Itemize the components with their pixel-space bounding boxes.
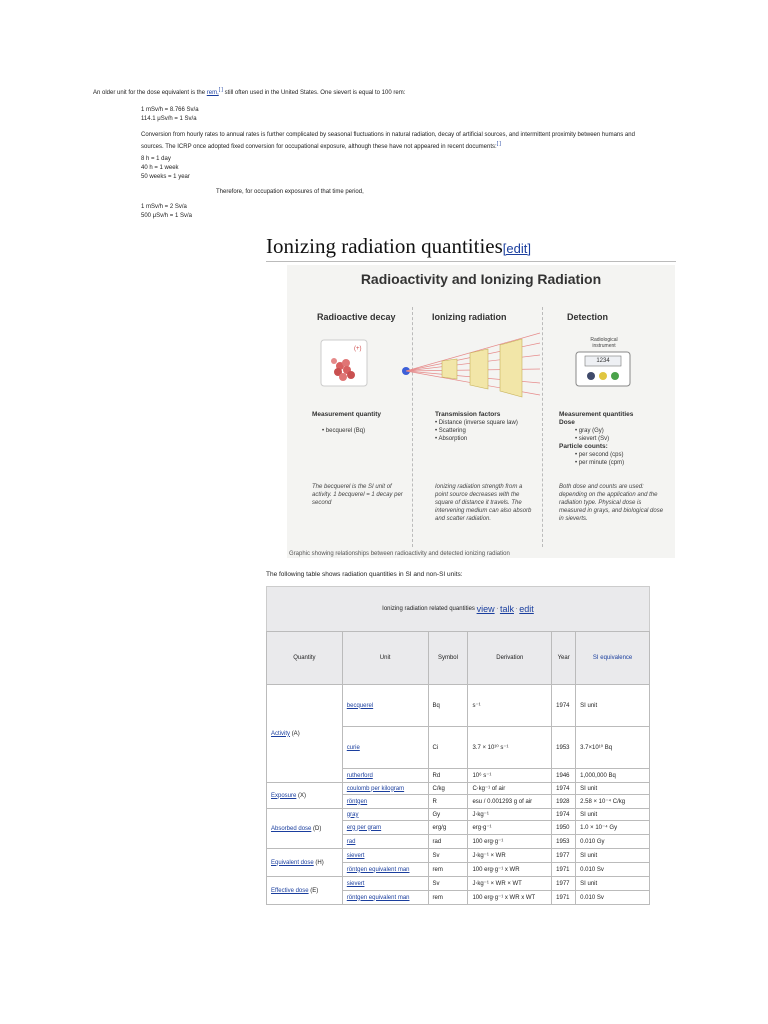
transmission-item: • Absorption bbox=[435, 436, 468, 442]
quantity-link[interactable]: Absorbed dose bbox=[271, 825, 312, 832]
table-title: Ionizing radiation related quantities bbox=[382, 606, 475, 612]
derivation-cell bbox=[468, 863, 552, 877]
header-symbol: Symbol bbox=[428, 632, 468, 685]
column-divider bbox=[542, 307, 543, 547]
year-cell bbox=[552, 863, 576, 877]
derivation-cell-text: esu / 0.001293 g of air bbox=[472, 798, 533, 805]
table-edit-link[interactable]: edit bbox=[519, 604, 534, 614]
derivation-cell bbox=[468, 877, 552, 891]
symbol-cell-text: rem bbox=[432, 894, 443, 901]
radiation-quantities-table bbox=[266, 586, 650, 905]
conversion-line: 8 h = 1 day bbox=[141, 156, 171, 162]
year-cell bbox=[552, 685, 576, 727]
symbol-cell-text: rad bbox=[432, 838, 442, 845]
year-cell-text: 1971 bbox=[556, 866, 570, 873]
derivation-cell-text: J⋅kg⁻¹ × WR bbox=[472, 853, 506, 859]
detection-note: Both dose and counts are used: depending on the application and the radiation type. Physical dose is measured in grays, and biological dose in sieverts. bbox=[559, 484, 664, 522]
symbol-cell bbox=[428, 863, 468, 877]
header-derivation: Derivation bbox=[468, 632, 552, 685]
decay-quantity-item: • becquerel (Bq) bbox=[322, 428, 366, 434]
derivation-cell-text: 10⁶ s⁻¹ bbox=[472, 773, 492, 779]
derivation-cell bbox=[468, 809, 552, 821]
quantities-table bbox=[266, 631, 650, 905]
si-equivalence-cell bbox=[576, 877, 650, 891]
symbol-cell bbox=[428, 769, 468, 783]
symbol-cell-text: Bq bbox=[432, 702, 440, 709]
conversion-line: 50 weeks = 1 year bbox=[141, 174, 190, 180]
quantity-cell bbox=[267, 783, 343, 809]
conversion-line: 114.1 μSv/h = 1 Sv/a bbox=[141, 116, 197, 122]
symbol-cell-text: R bbox=[432, 798, 437, 805]
year-cell-text: 1953 bbox=[556, 838, 570, 845]
symbol-cell bbox=[428, 835, 468, 849]
year-cell-text: 1946 bbox=[556, 772, 570, 779]
year-cell bbox=[552, 877, 576, 891]
table-talk-link[interactable]: talk bbox=[499, 604, 514, 614]
year-cell-text: 1928 bbox=[556, 798, 570, 805]
si-equivalence-cell-text: 2.58 × 10⁻⁴ C/kg bbox=[580, 799, 626, 805]
year-cell-text: 1950 bbox=[556, 824, 570, 831]
quantity-link[interactable]: Equivalent dose bbox=[271, 859, 314, 866]
si-equivalence-cell bbox=[576, 769, 650, 783]
year-cell-text: 1974 bbox=[556, 811, 570, 818]
year-cell-text: 1974 bbox=[556, 702, 570, 709]
si-equivalence-cell-text: SI unit bbox=[580, 852, 598, 859]
derivation-cell-text: 100 erg⋅g⁻¹ x WR bbox=[472, 867, 520, 873]
symbol-cell-text: erg/g bbox=[432, 824, 447, 831]
symbol-cell-text: rem bbox=[432, 866, 443, 873]
si-equivalence-cell bbox=[576, 849, 650, 863]
table-body bbox=[267, 685, 650, 905]
symbol-cell-text: Sv bbox=[432, 852, 440, 859]
unit-cell[interactable] bbox=[342, 727, 428, 769]
quantity-cell bbox=[267, 809, 343, 849]
quantity-cell bbox=[267, 685, 343, 783]
unit-cell-text[interactable]: sievert bbox=[346, 852, 365, 859]
transmission-factors bbox=[435, 411, 535, 443]
derivation-cell bbox=[468, 769, 552, 783]
si-equivalence-cell-text: SI unit bbox=[580, 702, 598, 709]
year-cell bbox=[552, 783, 576, 795]
derivation-cell bbox=[468, 821, 552, 835]
si-equivalence-cell-text: SI unit bbox=[580, 880, 598, 887]
conversion-line: 1 mSv/h = 8.766 Sv/a bbox=[141, 107, 199, 113]
quantity-symbol: (E) bbox=[310, 887, 319, 894]
table-title-bar: Ionizing radiation related quantities view · talk · edit bbox=[266, 586, 650, 631]
transmission-item: • Scattering bbox=[435, 428, 466, 434]
quantity-cell bbox=[267, 877, 343, 905]
year-cell bbox=[552, 835, 576, 849]
year-cell bbox=[552, 821, 576, 835]
header-year: Year bbox=[552, 632, 576, 685]
decay-quantity-heading: Measurement quantity bbox=[312, 411, 381, 418]
conversion-paragraph-text: Conversion from hourly rates to annual rates is further complicated by seasonal fluctuations in natural radiation, decay of artificial sources, and intermittent proximity between humans and sources. The ICRP once adopted fixed conversion for occupational exposure, although these have not appeared in recent documents: bbox=[141, 132, 635, 150]
unit-cell-text[interactable]: röntgen equivalent man bbox=[346, 894, 410, 901]
symbol-cell-text: C/kg bbox=[432, 785, 445, 792]
section-title: Ionizing radiation quantities bbox=[266, 234, 503, 258]
derivation-cell bbox=[468, 727, 552, 769]
dose-label: Dose bbox=[559, 419, 575, 426]
derivation-cell-text: 3.7 × 10¹⁰ s⁻¹ bbox=[472, 745, 509, 751]
conversion-paragraph bbox=[141, 131, 641, 152]
unit-cell-text[interactable]: röntgen equivalent man bbox=[346, 866, 410, 873]
transmission-heading: Transmission factors bbox=[435, 411, 501, 418]
si-equivalence-cell bbox=[576, 685, 650, 727]
si-equivalence-cell-text: 0.010 Gy bbox=[580, 838, 605, 845]
symbol-cell bbox=[428, 891, 468, 905]
quantity-link[interactable]: Effective dose bbox=[271, 887, 309, 894]
year-cell bbox=[552, 891, 576, 905]
table-view-link[interactable]: view bbox=[476, 604, 495, 614]
unit-cell-text[interactable]: rad bbox=[346, 838, 356, 845]
symbol-cell bbox=[428, 685, 468, 727]
symbol-cell bbox=[428, 795, 468, 809]
si-equivalence-cell-text: 1.0 × 10⁻⁴ Gy bbox=[580, 825, 618, 831]
si-equivalence-cell-text: SI unit bbox=[580, 785, 598, 792]
si-equivalence-cell-text: 3.7×10¹⁰ Bq bbox=[580, 745, 613, 751]
si-equivalence-cell bbox=[576, 783, 650, 795]
unit-cell-text[interactable]: gray bbox=[346, 811, 359, 818]
derivation-cell bbox=[468, 849, 552, 863]
unit-cell-text[interactable]: curie bbox=[346, 744, 360, 751]
year-cell bbox=[552, 727, 576, 769]
year-cell-text: 1974 bbox=[556, 785, 570, 792]
particle-label: Particle counts: bbox=[559, 443, 608, 450]
quantity-link[interactable]: Activity bbox=[271, 730, 291, 737]
derivation-cell-text: J⋅kg⁻¹ bbox=[472, 812, 489, 818]
instrument-label: Radiological instrument bbox=[590, 337, 618, 349]
table-row bbox=[267, 783, 650, 795]
unit-cell-text[interactable]: erg per gram bbox=[346, 824, 382, 831]
conversion-line: 1 mSv/h = 2 Sv/a bbox=[141, 204, 187, 210]
radiation-beam-illustration bbox=[402, 331, 542, 401]
year-cell bbox=[552, 769, 576, 783]
unit-cell[interactable] bbox=[342, 783, 428, 795]
therefore-text: Therefore, for occupation exposures of that time period, bbox=[216, 189, 364, 195]
conversion-line: 40 h = 1 week bbox=[141, 165, 179, 171]
rem-link[interactable]: rem, bbox=[206, 90, 219, 96]
year-cell-text: 1977 bbox=[556, 852, 570, 859]
si-equivalence-cell bbox=[576, 795, 650, 809]
table-row bbox=[267, 809, 650, 821]
transmission-item: • Distance (inverse square law) bbox=[435, 420, 518, 426]
unit-cell[interactable] bbox=[342, 809, 428, 821]
column-heading-radiation: Ionizing radiation bbox=[432, 312, 507, 322]
column-heading-decay: Radioactive decay bbox=[317, 312, 396, 322]
unit-cell[interactable] bbox=[342, 769, 428, 783]
symbol-cell-text: Ci bbox=[432, 744, 439, 751]
header-unit: Unit bbox=[342, 632, 428, 685]
section-edit-link[interactable]: [edit] bbox=[502, 241, 531, 256]
figure-caption: Graphic showing relationships between radioactivity and detected ionizing radiation bbox=[289, 551, 510, 557]
si-equivalence-cell bbox=[576, 891, 650, 905]
symbol-cell-text: Rd bbox=[432, 772, 441, 779]
derivation-cell-text: 100 erg⋅g⁻¹ bbox=[472, 839, 504, 845]
particle-item: • per second (cps) bbox=[575, 452, 624, 458]
si-equivalence-cell bbox=[576, 863, 650, 877]
derivation-cell bbox=[468, 783, 552, 795]
quantity-symbol: (H) bbox=[315, 859, 324, 866]
year-cell bbox=[552, 795, 576, 809]
detection-heading: Measurement quantities bbox=[559, 411, 634, 418]
si-equivalence-cell bbox=[576, 727, 650, 769]
unit-cell[interactable] bbox=[342, 863, 428, 877]
derivation-cell bbox=[468, 685, 552, 727]
transmission-note: Ionizing radiation strength from a point source decreases with the square of distance it travels. The intervening medium can also absorb and scatter radiation. bbox=[435, 484, 532, 522]
derivation-cell-text: 100 erg⋅g⁻¹ x WR x WT bbox=[472, 895, 536, 901]
derivation-cell-text: erg⋅g⁻¹ bbox=[472, 825, 492, 831]
unit-cell[interactable] bbox=[342, 877, 428, 891]
si-equivalence-cell bbox=[576, 809, 650, 821]
symbol-cell bbox=[428, 849, 468, 863]
detection-quantities bbox=[559, 411, 669, 467]
instrument-display: 1234 bbox=[596, 358, 610, 364]
quantity-link[interactable]: Exposure bbox=[271, 792, 297, 799]
year-cell-text: 1953 bbox=[556, 744, 570, 751]
unit-cell[interactable] bbox=[342, 821, 428, 835]
conversion-list-2 bbox=[141, 155, 190, 182]
unit-cell-text[interactable]: becquerel bbox=[346, 702, 374, 709]
intro-text-after: still often used in the United States. One sievert is equal to 100 rem: bbox=[222, 90, 406, 96]
si-equivalence-cell-text: 0.010 Sv bbox=[580, 894, 604, 901]
unit-cell[interactable] bbox=[342, 795, 428, 809]
particle-item: • per minute (cpm) bbox=[575, 460, 625, 466]
unit-cell[interactable] bbox=[342, 685, 428, 727]
figure-title: Radioactivity and Ionizing Radiation bbox=[360, 271, 602, 287]
unit-cell[interactable] bbox=[342, 849, 428, 863]
radioactive-source-icon bbox=[320, 339, 368, 387]
conversion-line: 500 μSv/h = 1 Sv/a bbox=[141, 213, 192, 219]
unit-cell-text[interactable]: coulomb per kilogram bbox=[346, 785, 405, 792]
decay-quantities bbox=[312, 411, 407, 435]
si-equivalence-cell bbox=[576, 835, 650, 849]
dose-item: • sievert (Sv) bbox=[575, 436, 610, 442]
unit-cell-text[interactable]: sievert bbox=[346, 880, 365, 887]
conversion-list-3 bbox=[141, 203, 192, 221]
year-cell bbox=[552, 809, 576, 821]
si-equivalence-cell-text: 0.010 Sv bbox=[580, 866, 604, 873]
symbol-cell bbox=[428, 809, 468, 821]
unit-cell-text[interactable]: rutherford bbox=[346, 772, 373, 779]
section-heading bbox=[266, 234, 676, 262]
header-quantity: Quantity bbox=[267, 632, 343, 685]
year-cell bbox=[552, 849, 576, 863]
derivation-cell-text: C⋅kg⁻¹ of air bbox=[472, 786, 506, 792]
symbol-cell bbox=[428, 877, 468, 891]
unit-cell[interactable] bbox=[342, 835, 428, 849]
symbol-cell-text: Sv bbox=[432, 880, 440, 887]
conversion-list-1 bbox=[141, 106, 199, 124]
symbol-cell-text: Gy bbox=[432, 811, 441, 818]
svg-text:(+): (+) bbox=[354, 346, 362, 352]
radiation-infographic bbox=[287, 265, 675, 558]
column-heading-detection: Detection bbox=[567, 312, 609, 322]
table-intro: The following table shows radiation quantities in SI and non-SI units: bbox=[266, 571, 463, 578]
derivation-cell bbox=[468, 891, 552, 905]
derivation-cell bbox=[468, 795, 552, 809]
table-row bbox=[267, 849, 650, 863]
unit-cell[interactable] bbox=[342, 891, 428, 905]
year-cell-text: 1977 bbox=[556, 880, 570, 887]
derivation-cell-text: s⁻¹ bbox=[472, 703, 481, 709]
intro-paragraph bbox=[93, 86, 693, 98]
decay-note: The becquerel is the SI unit of activity. 1 becquerel = 1 decay per second bbox=[312, 484, 403, 506]
symbol-cell bbox=[428, 783, 468, 795]
derivation-cell-text: J⋅kg⁻¹ × WR × WT bbox=[472, 881, 522, 887]
year-cell-text: 1971 bbox=[556, 894, 570, 901]
si-equivalence-cell bbox=[576, 821, 650, 835]
si-equivalence-cell-text: 1,000,000 Bq bbox=[580, 772, 616, 779]
table-header-row bbox=[267, 632, 650, 685]
quantity-symbol: (X) bbox=[298, 792, 307, 799]
header-si-equivalence: SI equivalence bbox=[576, 632, 650, 685]
unit-cell-text[interactable]: röntgen bbox=[346, 798, 368, 805]
reference-link[interactable]: [ ] bbox=[218, 87, 223, 93]
symbol-cell bbox=[428, 821, 468, 835]
dose-item: • gray (Gy) bbox=[575, 428, 604, 434]
quantity-symbol: (D) bbox=[313, 825, 322, 832]
quantity-symbol: (A) bbox=[291, 730, 300, 737]
si-equivalence-cell-text: SI unit bbox=[580, 811, 598, 818]
table-row bbox=[267, 685, 650, 727]
quantity-cell bbox=[267, 849, 343, 877]
symbol-cell bbox=[428, 727, 468, 769]
table-row bbox=[267, 877, 650, 891]
intro-text-before: An older unit for the dose equivalent is the bbox=[93, 90, 207, 96]
derivation-cell bbox=[468, 835, 552, 849]
reference-link[interactable]: [ ] bbox=[496, 141, 501, 147]
